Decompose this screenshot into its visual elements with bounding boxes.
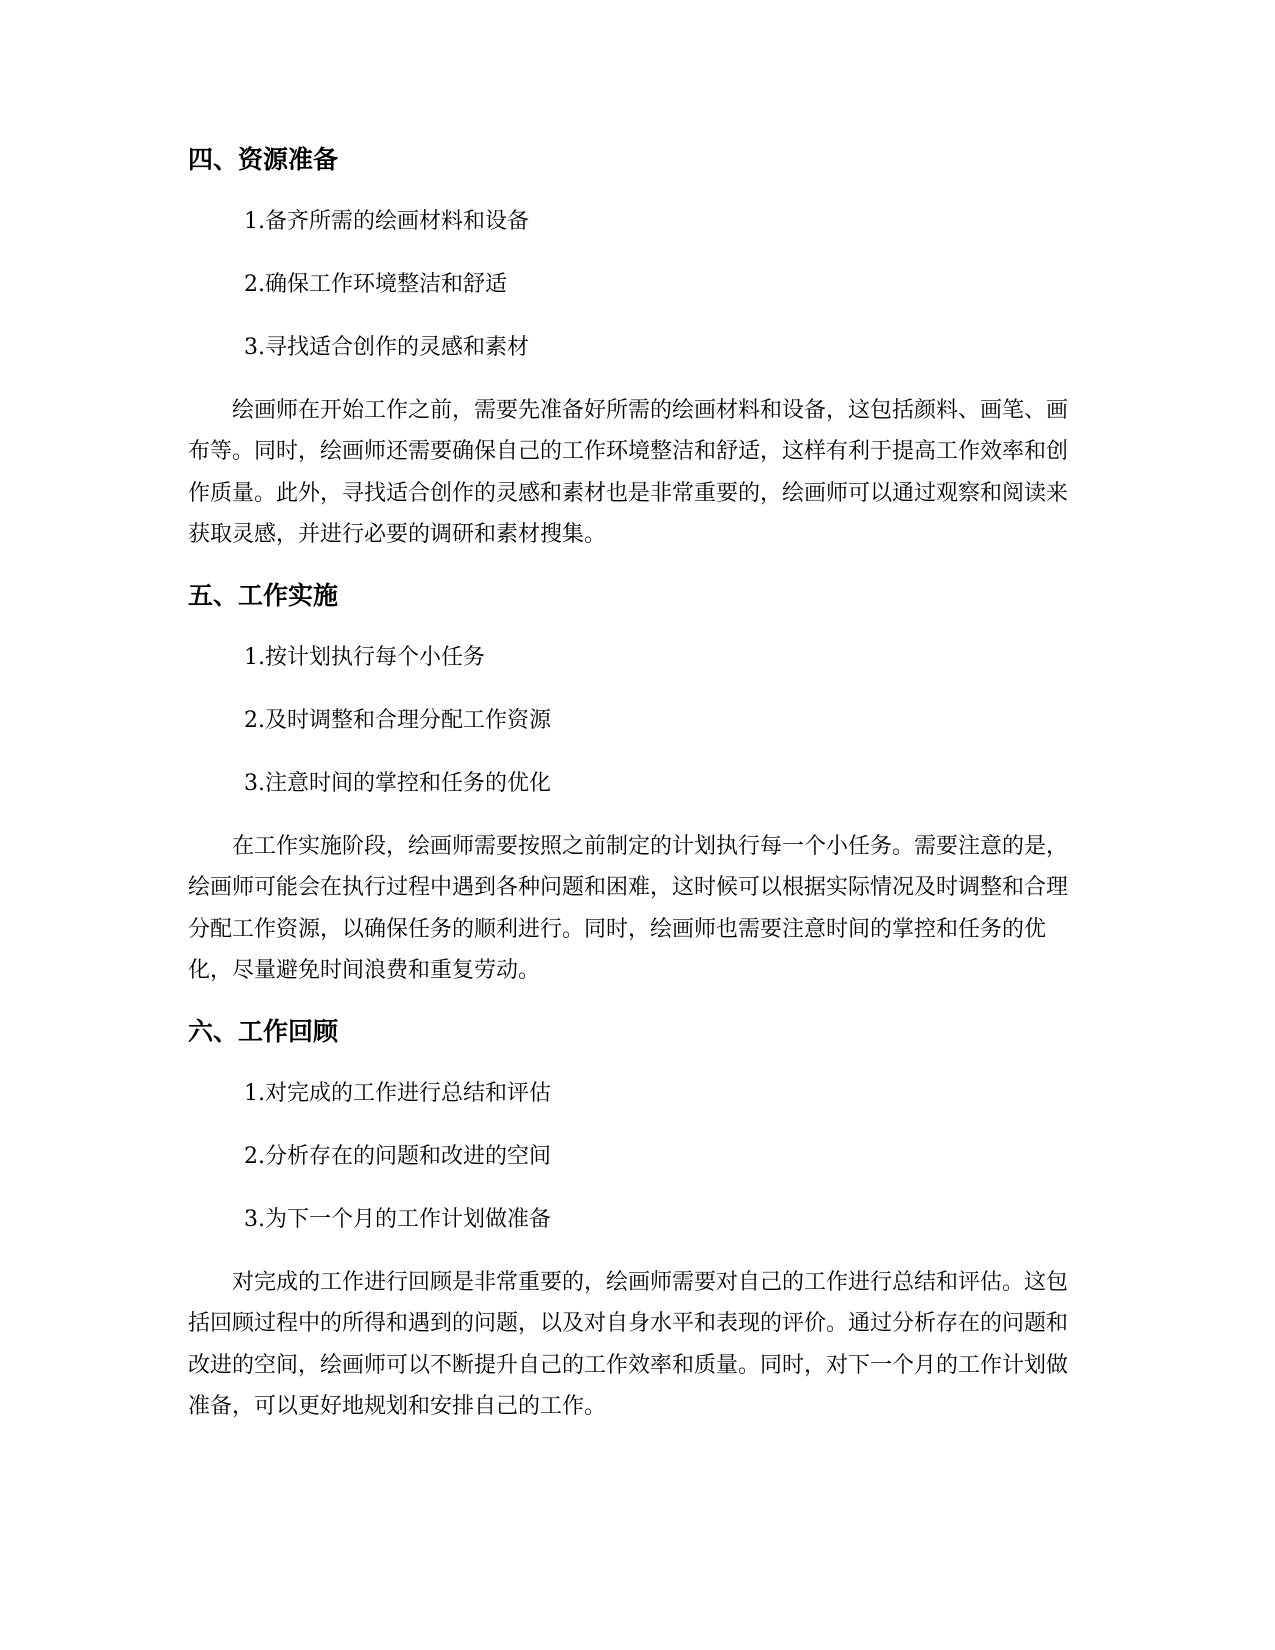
section-heading: 五、工作实施	[188, 581, 339, 610]
list-item: 2.及时调整和合理分配工作资源	[244, 708, 551, 733]
list-item: 1.对完成的工作进行总结和评估	[244, 1081, 551, 1106]
section-heading: 四、资源准备	[188, 145, 339, 174]
list-item: 2.确保工作环境整洁和舒适	[244, 272, 507, 297]
list-item: 3.注意时间的掌控和任务的优化	[244, 771, 551, 796]
body-paragraph: 在工作实施阶段，绘画师需要按照之前制定的计划执行每一个小任务。需要注意的是，绘画师可能会在执行过程中遇到各种问题和困难，这时候可以根据实际情况及时调整和合理分配工作资源，以确保任务的顺利进行。同时，绘画师也需要注意时间的掌控和任务的优化，尽量避免时间浪费和重复劳动。	[188, 834, 1069, 983]
section-resource-preparation	[188, 144, 1088, 555]
section-heading: 六、工作回顾	[188, 1017, 339, 1046]
section-work-implementation	[188, 580, 1088, 991]
list-item: 3.寻找适合创作的灵感和素材	[244, 335, 529, 360]
body-paragraph: 对完成的工作进行回顾是非常重要的，绘画师需要对自己的工作进行总结和评估。这包括回顾过程中的所得和遇到的问题，以及对自身水平和表现的评价。通过分析存在的问题和改进的空间，绘画师可以不断提升自己的工作效率和质量。同时，对下一个月的工作计划做准备，可以更好地规划和安排自己的工作。	[188, 1270, 1069, 1419]
list-item: 1.按计划执行每个小任务	[244, 645, 485, 670]
item-list	[188, 1079, 1088, 1235]
item-list	[188, 643, 1088, 799]
list-item: 1.备齐所需的绘画材料和设备	[244, 209, 529, 234]
body-paragraph: 绘画师在开始工作之前，需要先准备好所需的绘画材料和设备，这包括颜料、画笔、画布等。同时，绘画师还需要确保自己的工作环境整洁和舒适，这样有利于提高工作效率和创作质量。此外，寻找适合创作的灵感和素材也是非常重要的，绘画师可以通过观察和阅读来获取灵感，并进行必要的调研和素材搜集。	[188, 398, 1069, 547]
section-work-review	[188, 1016, 1088, 1427]
item-list	[188, 207, 1088, 363]
list-item: 2.分析存在的问题和改进的空间	[244, 1144, 551, 1169]
list-item: 3.为下一个月的工作计划做准备	[244, 1207, 551, 1232]
